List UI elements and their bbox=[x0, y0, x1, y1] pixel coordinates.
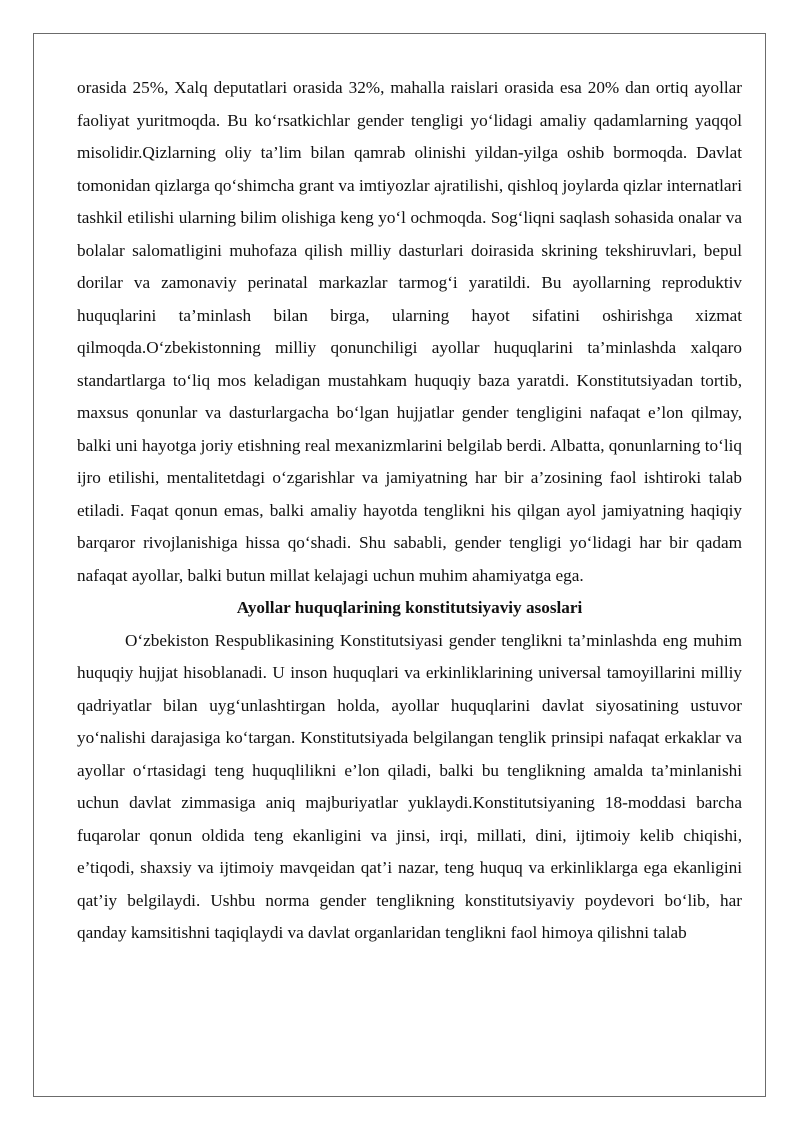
document-body bbox=[77, 72, 742, 950]
section-heading: Ayollar huquqlarining konstitutsiyaviy asoslari bbox=[236, 598, 583, 617]
body-paragraph-continued: orasida 25%, Xalq deputatlari orasida 32%, mahalla raislari orasida esa 20% dan ortiq ayollar faoliyat yuritmoqda. Bu ko‘rsatkichlar gender tengligi yo‘lidagi amaliy qadamlarning yaqqol misolidir.Qizlarning oliy ta’lim bilan qamrab olinishi yildan-yilga oshib bormoqda. Davlat tomonidan qizlarga qo‘shimcha grant va imtiyozlar ajratilishi, qishloq joylarda qizlar internatlari tashkil etilishi ularning bilim olishiga keng yo‘l ochmoqda. Sog‘liqni saqlash sohasida onalar va bolalar salomatligini muhofaza qilish milliy dasturlari doirasida skrining tekshiruvlari, bepul dorilar va zamonaviy perinatal markazlar tarmog‘i yaratildi. Bu ayollarning reproduktiv huquqlarini ta’minlash bilan birga, ularning hayot sifatini oshirishga xizmat qilmoqda.O‘zbekistonning milliy qonunchiligi ayollar huquqlarini ta’minlashda xalqaro standartlarga to‘liq mos keladigan mustahkam huquqiy baza yaratdi. Konstitutsiyadan tortib, maxsus qonunlar va dasturlargacha bo‘lgan hujjatlar gender tengligini nafaqat e’lon qilmay, balki uni hayotga joriy etishning real mexanizmlarini belgilab berdi. Albatta, qonunlarning to‘liq ijro etilishi, mentalitetdagi o‘zgarishlar va jamiyatning har bir a’zosining faol ishtiroki talab etiladi. Faqat qonun emas, balki amaliy hayotda tenglikni his qilgan ayol jamiyatning haqiqiy barqaror rivojlanishiga hissa qo‘shadi. Shu sababli, gender tengligi yo‘lidagi har bir qadam nafaqat ayollar, balki butun millat kelajagi uchun muhim ahamiyatga ega. bbox=[77, 78, 742, 585]
body-paragraph-constitution: O‘zbekiston Respublikasining Konstitutsiyasi gender tenglikni ta’minlashda eng muhim huquqiy hujjat hisoblanadi. U inson huquqlari va erkinliklarining universal tamoyillarini milliy qadriyatlar bilan uyg‘unlashtirgan holda, ayollar huquqlarini davlat siyosatining ustuvor yo‘nalishi darajasiga ko‘targan. Konstitutsiyada belgilangan tenglik prinsipi nafaqat erkaklar va ayollar o‘rtasidagi teng huquqlilikni e’lon qiladi, balki bu tenglikning amalda ta’minlanishi uchun davlat zimmasiga aniq majburiyatlar yuklaydi.Konstitutsiyaning 18-moddasi barcha fuqarolar qonun oldida teng ekanligini va jinsi, irqi, millati, dini, ijtimoiy kelib chiqishi, e’tiqodi, shaxsiy va ijtimoiy mavqeidan qat’i nazar, teng huquq va erkinliklarga ega ekanligini qat’iy belgilaydi. Ushbu norma gender tenglikning konstitutsiyaviy poydevori bo‘lib, har qanday kamsitishni taqiqlaydi va davlat organlaridan tenglikni faol himoya qilishni talab bbox=[77, 630, 742, 942]
